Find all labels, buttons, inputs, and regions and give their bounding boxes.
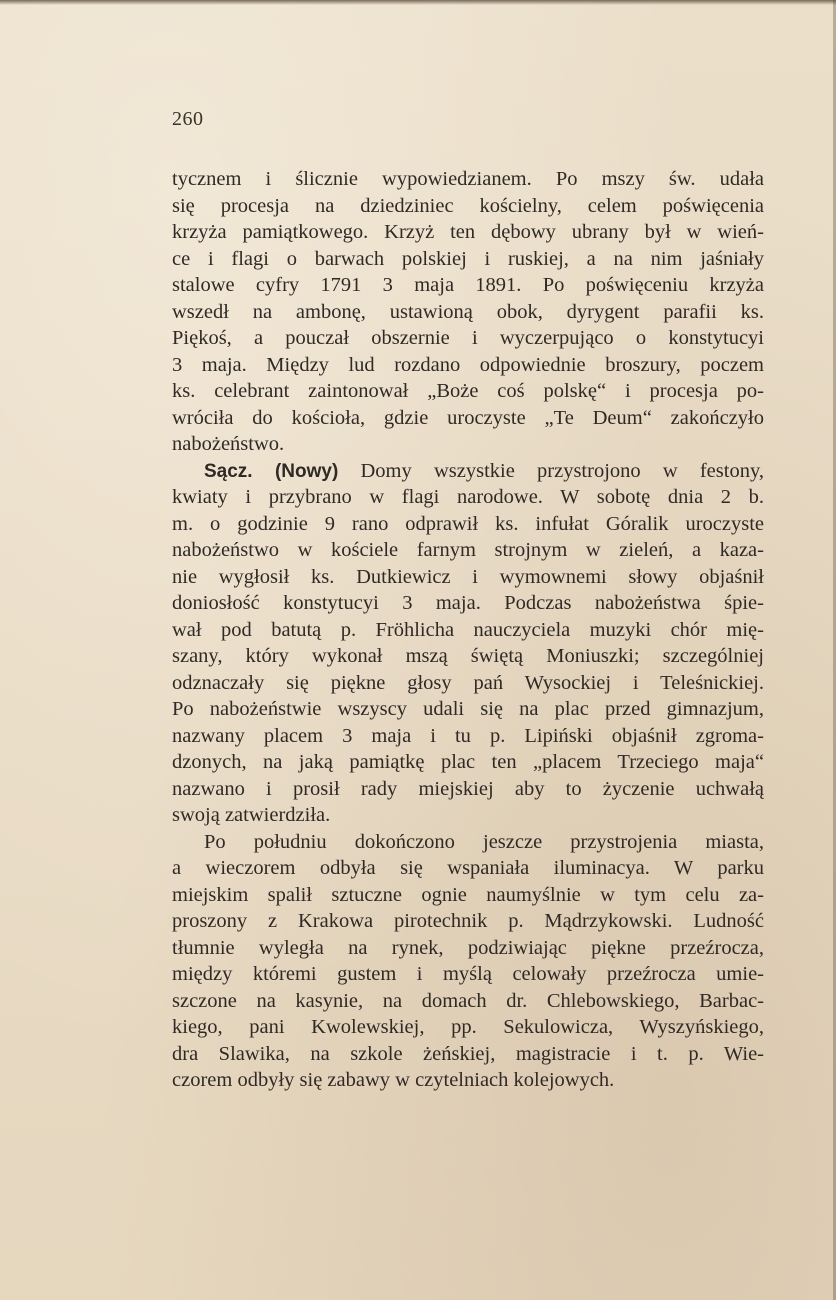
text-line: nazwany placem 3 maja i tu p. Lipiński objaśnił zgroma- [172,724,764,747]
sacz-first-line-text: Domy wszystkie przystrojono w festony, [360,459,764,482]
text-line: 3 maja. Między lud rozdano odpowiednie broszury, poczem [172,353,764,376]
text-line: Po nabożeństwie wszyscy udali się na plac przed gimnazjum, [172,698,764,720]
text-line: doniosłość konstytucyi 3 maja. Podczas nabożeństwa śpie- [172,592,764,614]
text-line: wszedł na ambonę, ustawioną obok, dyrygent parafii ks. [172,300,764,323]
page-number: 260 [172,108,204,130]
text-line: wał pod batutą p. Fröhlicha nauczyciela muzyki chór mię- [172,618,764,641]
text-line: tłumnie wyległa na rynek, podziwiając piękne przeźrocza, [172,936,764,959]
text-line: krzyża pamiątkowego. Krzyż ten dębowy ubrany był w wień- [172,221,764,243]
text-line: nie wygłosił ks. Dutkiewicz i wymownemi słowy objaśnił [172,565,764,588]
text-line: kiego, pani Kwolewskiej, pp. Sekulowicza, Wyszyńskiego, [172,1016,764,1038]
text-line: ce i flagi o barwach polskiej i ruskiej, a na nim jaśniały [172,247,764,270]
text-line: się procesja na dziedziniec kościelny, celem poświęcenia [172,194,764,217]
text-line: nabożeństwo. [172,433,285,455]
body-text [172,166,764,1094]
text-line: Piękoś, a pouczał obszernie i wyczerpująco o konstytucyi [172,327,764,349]
text-line: ks. celebrant zaintonował „Boże coś polskę“ i procesja po- [172,380,764,402]
text-line: nazwano i prosił rady miejskiej aby to życzenie uchwałą [172,777,764,800]
text-line: nabożeństwo w kościele farnym strojnym w zieleń, a kaza- [172,539,764,561]
text-line: dzonych, na jaką pamiątkę plac ten „placem Trzeciego maja“ [172,751,764,773]
text-line: szany, który wykonał mszą świętą Moniuszki; szczególniej [172,645,764,667]
text-line: wróciła do kościoła, gdzie uroczyste „Te Deum“ zakończyło [172,406,764,429]
text-line: między któremi gustem i myślą celowały przeźrocza umie- [172,963,764,985]
text-line: tycznem i ślicznie wypowiedzianem. Po mszy św. udała [172,168,764,190]
text-line: dra Slawika, na szkole żeńskiej, magistracie i t. p. Wie- [172,1042,764,1065]
text-line: szczone na kasynie, na domach dr. Chlebowskiego, Barbac- [172,989,764,1012]
place-heading-sacz: Sącz. (Nowy) [204,460,339,482]
text-line: a wieczorem odbyła się wspaniała iluminacya. W parku [172,857,764,879]
text-line: kwiaty i przybrano w flagi narodowe. W sobotę dnia 2 b. [172,486,764,508]
text-line: odznaczały się piękne głosy pań Wysockiej i Teleśnickiej. [172,671,764,694]
sacz-first-line [172,458,764,485]
text-line: stalowe cyfry 1791 3 maja 1891. Po poświęceniu krzyża [172,274,764,296]
text-line: czorem odbyły się zabawy w czytelniach kolejowych. [172,1069,615,1091]
text-line: miejskim spalił sztuczne ognie naumyślnie w tym celu za- [172,883,764,906]
text-line: swoją zatwierdziła. [172,804,331,826]
text-line: m. o godzinie 9 rano odprawił ks. infułat Góralik uroczyste [172,512,764,535]
text-line: Po południu dokończono jeszcze przystrojenia miasta, [204,830,764,853]
page-top-edge [0,0,836,5]
text-line: proszony z Krakowa pirotechnik p. Mądrzykowski. Ludność [172,910,764,932]
